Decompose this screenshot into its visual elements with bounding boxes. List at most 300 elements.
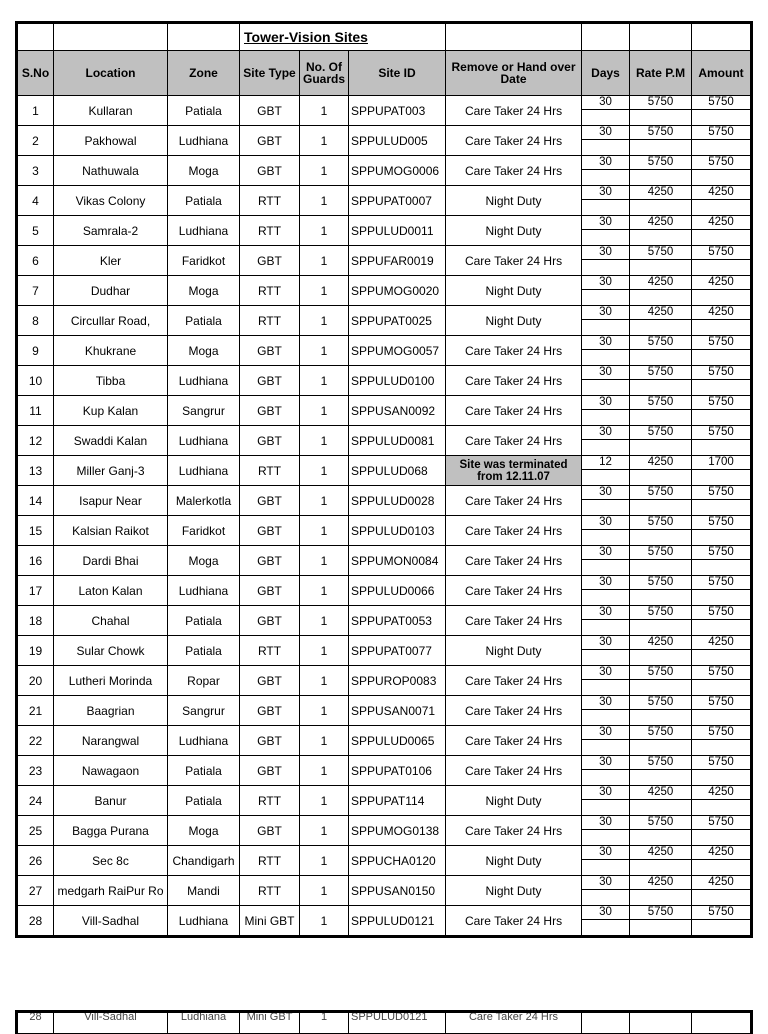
cell-rate-value: 5750 bbox=[630, 696, 691, 710]
cell-days-value: 30 bbox=[582, 426, 629, 440]
cell-guards: 1 bbox=[300, 666, 349, 696]
cell-days-value: 30 bbox=[582, 726, 629, 740]
cell-days bbox=[582, 186, 630, 216]
cell-location: Isapur Near bbox=[54, 486, 168, 516]
cell-rate-value: 4250 bbox=[630, 636, 691, 650]
table-row bbox=[17, 246, 752, 276]
cell-site-type: GBT bbox=[240, 126, 300, 156]
cell-amount-value: 4250 bbox=[692, 786, 750, 800]
cell-sno: 25 bbox=[17, 816, 54, 846]
col-header-site-id: Site ID bbox=[349, 51, 446, 96]
cell-amount-value: 5750 bbox=[692, 666, 750, 680]
cell-days-value: 30 bbox=[582, 276, 629, 290]
cell-rate-value: 5750 bbox=[630, 816, 691, 830]
cell-amount-value: 5750 bbox=[692, 396, 750, 410]
cell-amount bbox=[692, 216, 752, 246]
cell-site-id: SPPULUD0028 bbox=[349, 486, 446, 516]
cell-rate-value: 4250 bbox=[630, 216, 691, 230]
col-header-zone: Zone bbox=[168, 51, 240, 96]
cell-amount-value: 5750 bbox=[692, 246, 750, 260]
cell-sno: 3 bbox=[17, 156, 54, 186]
cell-amount bbox=[692, 186, 752, 216]
cell-sno: 21 bbox=[17, 696, 54, 726]
cell-days-value: 30 bbox=[582, 306, 629, 320]
cell-site-type: RTT bbox=[240, 786, 300, 816]
cell-rate-value: 4250 bbox=[630, 186, 691, 200]
cell-site-id: SPPUFAR0019 bbox=[349, 246, 446, 276]
cell-date: Night Duty bbox=[446, 276, 582, 306]
cell-rate bbox=[630, 336, 692, 366]
cell-days bbox=[582, 726, 630, 756]
cell-days-value: 12 bbox=[582, 456, 629, 470]
cell-site-type: GBT bbox=[240, 486, 300, 516]
cell-zone: Moga bbox=[168, 156, 240, 186]
cell-site-type: RTT bbox=[240, 276, 300, 306]
cell-amount bbox=[692, 396, 752, 426]
cell-location: Miller Ganj-3 bbox=[54, 456, 168, 486]
cell-rate-value: 5750 bbox=[630, 336, 691, 350]
table-row bbox=[17, 816, 752, 846]
title-row bbox=[17, 23, 752, 51]
cell-guards: 1 bbox=[300, 366, 349, 396]
cell-rate bbox=[630, 516, 692, 546]
table-row bbox=[17, 216, 752, 246]
cell-location: Nawagaon bbox=[54, 756, 168, 786]
cell-days bbox=[582, 426, 630, 456]
cell-site-type: GBT bbox=[240, 96, 300, 126]
cell-zone: Ludhiana bbox=[168, 426, 240, 456]
cell-amount-value: 5750 bbox=[692, 336, 750, 350]
cell-date: Care Taker 24 Hrs bbox=[446, 126, 582, 156]
cell-days bbox=[582, 846, 630, 876]
cell-site-type: GBT bbox=[240, 246, 300, 276]
cell-sno: 12 bbox=[17, 426, 54, 456]
cell-rate bbox=[630, 606, 692, 636]
cell-days-value: 30 bbox=[582, 246, 629, 260]
cell-sno: 1 bbox=[17, 96, 54, 126]
cell-days bbox=[582, 336, 630, 366]
cell-rate-value: 5750 bbox=[630, 486, 691, 500]
cell-sno: 7 bbox=[17, 276, 54, 306]
cell-site-id: SPPUCHA0120 bbox=[349, 846, 446, 876]
table-row bbox=[17, 486, 752, 516]
cell-days-value: 30 bbox=[582, 396, 629, 410]
table-body bbox=[17, 96, 752, 937]
cell-amount bbox=[692, 666, 752, 696]
cell-amount bbox=[692, 246, 752, 276]
cell-site-type: RTT bbox=[240, 186, 300, 216]
col-header-sno: S.No bbox=[17, 51, 54, 96]
table-row bbox=[17, 186, 752, 216]
cell-date: Night Duty bbox=[446, 186, 582, 216]
cell-amount bbox=[692, 366, 752, 396]
cell-zone: Moga bbox=[168, 816, 240, 846]
col-header-days: Days bbox=[582, 51, 630, 96]
cell-amount-value: 5750 bbox=[692, 516, 750, 530]
cell-site-id: SPPUPAT0106 bbox=[349, 756, 446, 786]
cell-rate-value: 5750 bbox=[630, 156, 691, 170]
cell-amount bbox=[692, 546, 752, 576]
cell-guards: 1 bbox=[300, 336, 349, 366]
cell-site-id: SPPUMOG0020 bbox=[349, 276, 446, 306]
cell-guards: 1 bbox=[300, 216, 349, 246]
cell-date: Care Taker 24 Hrs bbox=[446, 486, 582, 516]
cell-location: Circullar Road, bbox=[54, 306, 168, 336]
cell-location: Baagrian bbox=[54, 696, 168, 726]
cell-amount-value: 5750 bbox=[692, 156, 750, 170]
cell-date: Care Taker 24 Hrs bbox=[446, 696, 582, 726]
cell-rate-value: 5750 bbox=[630, 906, 691, 920]
cell-site-type: GBT bbox=[240, 756, 300, 786]
table-row bbox=[17, 456, 752, 486]
cell-location: Samrala-2 bbox=[54, 216, 168, 246]
cell-rate-value: 5750 bbox=[630, 756, 691, 770]
cell-sno: 16 bbox=[17, 546, 54, 576]
cell-guards: 1 bbox=[300, 396, 349, 426]
cell-date: Care Taker 24 Hrs bbox=[446, 816, 582, 846]
cell-site-id: SPPUROP0083 bbox=[349, 666, 446, 696]
cell-guards: 1 bbox=[300, 246, 349, 276]
cell-location: Narangwal bbox=[54, 726, 168, 756]
cell-rate bbox=[630, 756, 692, 786]
cell-days-value: 30 bbox=[582, 696, 629, 710]
cell-guards: 1 bbox=[300, 576, 349, 606]
cell-amount bbox=[692, 756, 752, 786]
cell-site-type: GBT bbox=[240, 546, 300, 576]
cell-guards: 1 bbox=[300, 846, 349, 876]
cell-days-value: 30 bbox=[582, 336, 629, 350]
cell-sno: 28 bbox=[17, 906, 54, 937]
cell-date: Care Taker 24 Hrs bbox=[446, 156, 582, 186]
table-row bbox=[17, 906, 752, 937]
cell-site-id: SPPULUD0103 bbox=[349, 516, 446, 546]
cell-zone: Patiala bbox=[168, 756, 240, 786]
cell-rate bbox=[630, 96, 692, 126]
cell-rate bbox=[630, 216, 692, 246]
cell-date: Care Taker 24 Hrs bbox=[446, 726, 582, 756]
cell-days-value: 30 bbox=[582, 906, 629, 920]
cell-rate-value: 5750 bbox=[630, 126, 691, 140]
cell-zone: Sangrur bbox=[168, 396, 240, 426]
cell-rate bbox=[630, 726, 692, 756]
cell-date: Care Taker 24 Hrs bbox=[446, 546, 582, 576]
cell-rate-value: 4250 bbox=[630, 276, 691, 290]
table-row bbox=[17, 306, 752, 336]
cell-site-id: SPPUPAT0077 bbox=[349, 636, 446, 666]
cell-sno: 22 bbox=[17, 726, 54, 756]
cell-days bbox=[582, 786, 630, 816]
cell-rate-value: 5750 bbox=[630, 666, 691, 680]
cell-amount bbox=[692, 636, 752, 666]
cell-amount-value: 5750 bbox=[692, 486, 750, 500]
cell-days bbox=[582, 576, 630, 606]
cell-sno: 2 bbox=[17, 126, 54, 156]
cell-site-id: SPPULUD0121 bbox=[349, 906, 446, 937]
cell-days bbox=[582, 246, 630, 276]
cell-amount bbox=[692, 126, 752, 156]
cell-site-type: RTT bbox=[240, 876, 300, 906]
cell-days bbox=[582, 96, 630, 126]
cell-guards: 1 bbox=[300, 456, 349, 486]
cell-date: Care Taker 24 Hrs bbox=[446, 666, 582, 696]
cell-date: Night Duty bbox=[446, 786, 582, 816]
cell-location: Dardi Bhai bbox=[54, 546, 168, 576]
cell-days-value: 30 bbox=[582, 576, 629, 590]
cell-days-value: 30 bbox=[582, 486, 629, 500]
cell-amount-value: 5750 bbox=[692, 816, 750, 830]
cell-rate bbox=[630, 126, 692, 156]
cell-location: medgarh RaiPur Ro bbox=[54, 876, 168, 906]
cell-location: Laton Kalan bbox=[54, 576, 168, 606]
cell-rate bbox=[630, 666, 692, 696]
cell-site-id: SPPUMOG0057 bbox=[349, 336, 446, 366]
cell-rate bbox=[630, 636, 692, 666]
cell-days-value: 30 bbox=[582, 516, 629, 530]
cell-location: Kup Kalan bbox=[54, 396, 168, 426]
cell-amount-value: 5750 bbox=[692, 696, 750, 710]
sheet-title: Tower-Vision Sites bbox=[240, 23, 446, 51]
table-row bbox=[17, 786, 752, 816]
cell-days-value: 30 bbox=[582, 816, 629, 830]
cell-site-type: GBT bbox=[240, 576, 300, 606]
table-row: 28 Vill-Sadhal Ludhiana Mini GBT 1 SPPULUD0121 Care Taker 24 Hrs bbox=[17, 1012, 752, 1034]
cell-location: Sular Chowk bbox=[54, 636, 168, 666]
cell-amount-value: 4250 bbox=[692, 876, 750, 890]
cell-sno: 17 bbox=[17, 576, 54, 606]
cell-sno: 9 bbox=[17, 336, 54, 366]
cell-date: Care Taker 24 Hrs bbox=[446, 606, 582, 636]
table-row bbox=[17, 696, 752, 726]
cell-days bbox=[582, 156, 630, 186]
table-row bbox=[17, 636, 752, 666]
cell-site-id: SPPUMON0084 bbox=[349, 546, 446, 576]
cell-site-id: SPPUPAT0007 bbox=[349, 186, 446, 216]
cell-site-id: SPPUPAT114 bbox=[349, 786, 446, 816]
cell-rate-value: 4250 bbox=[630, 786, 691, 800]
cell-guards: 1 bbox=[300, 906, 349, 937]
cell-zone: Ludhiana bbox=[168, 576, 240, 606]
cell-rate bbox=[630, 696, 692, 726]
cell-days-value: 30 bbox=[582, 216, 629, 230]
cell-date: Night Duty bbox=[446, 876, 582, 906]
cell-rate bbox=[630, 426, 692, 456]
cell-days bbox=[582, 516, 630, 546]
cell-site-id: SPPULUD0066 bbox=[349, 576, 446, 606]
cell-days-value: 30 bbox=[582, 846, 629, 860]
cell-days bbox=[582, 696, 630, 726]
table-row bbox=[17, 546, 752, 576]
cell-days-value: 30 bbox=[582, 546, 629, 560]
table-row bbox=[17, 606, 752, 636]
cell-sno: 6 bbox=[17, 246, 54, 276]
cell-zone: Ludhiana bbox=[168, 726, 240, 756]
cell-site-type: GBT bbox=[240, 606, 300, 636]
cell-date: Care Taker 24 Hrs bbox=[446, 246, 582, 276]
table-row bbox=[17, 156, 752, 186]
cell-site-type: GBT bbox=[240, 516, 300, 546]
cell-site-type: GBT bbox=[240, 726, 300, 756]
cell-rate-value: 5750 bbox=[630, 396, 691, 410]
cell-days bbox=[582, 816, 630, 846]
cell-rate-value: 5750 bbox=[630, 576, 691, 590]
cell-zone: Patiala bbox=[168, 96, 240, 126]
cell-rate-value: 4250 bbox=[630, 876, 691, 890]
cell-site-type: GBT bbox=[240, 696, 300, 726]
table-row bbox=[17, 96, 752, 126]
cell-site-type: RTT bbox=[240, 216, 300, 246]
cell-amount-value: 1700 bbox=[692, 456, 750, 470]
cell-date: Night Duty bbox=[446, 846, 582, 876]
cell-site-id: SPPULUD068 bbox=[349, 456, 446, 486]
cell-amount bbox=[692, 606, 752, 636]
cell-days-value: 30 bbox=[582, 786, 629, 800]
cell-sno: 26 bbox=[17, 846, 54, 876]
cell-sno: 27 bbox=[17, 876, 54, 906]
cell-site-type: GBT bbox=[240, 156, 300, 186]
cell-date: Care Taker 24 Hrs bbox=[446, 516, 582, 546]
cell-amount bbox=[692, 516, 752, 546]
cell-days bbox=[582, 366, 630, 396]
cell-amount bbox=[692, 336, 752, 366]
cell-amount bbox=[692, 486, 752, 516]
cell-location: Khukrane bbox=[54, 336, 168, 366]
cell-days bbox=[582, 276, 630, 306]
cell-rate bbox=[630, 366, 692, 396]
cell-sno: 19 bbox=[17, 636, 54, 666]
cell-amount-value: 5750 bbox=[692, 606, 750, 620]
cell-guards: 1 bbox=[300, 426, 349, 456]
cell-site-id: SPPUPAT0053 bbox=[349, 606, 446, 636]
cell-date: Night Duty bbox=[446, 216, 582, 246]
cell-zone: Moga bbox=[168, 546, 240, 576]
col-header-amount: Amount bbox=[692, 51, 752, 96]
cell-rate bbox=[630, 546, 692, 576]
col-header-date: Remove or Hand over Date bbox=[446, 51, 582, 96]
cell-rate bbox=[630, 576, 692, 606]
cell-days bbox=[582, 456, 630, 486]
cell-amount bbox=[692, 786, 752, 816]
table-row bbox=[17, 756, 752, 786]
cell-sno: 18 bbox=[17, 606, 54, 636]
cell-zone: Patiala bbox=[168, 306, 240, 336]
cell-amount bbox=[692, 456, 752, 486]
cell-amount-value: 4250 bbox=[692, 186, 750, 200]
cell-guards: 1 bbox=[300, 606, 349, 636]
cell-site-id: SPPULUD0011 bbox=[349, 216, 446, 246]
cell-amount bbox=[692, 846, 752, 876]
cell-rate bbox=[630, 246, 692, 276]
cell-sno: 5 bbox=[17, 216, 54, 246]
cell-amount-value: 4250 bbox=[692, 846, 750, 860]
cell-guards: 1 bbox=[300, 306, 349, 336]
page-break bbox=[0, 948, 768, 1010]
cell-amount-value: 5750 bbox=[692, 906, 750, 920]
cell-site-id: SPPULUD0100 bbox=[349, 366, 446, 396]
cell-guards: 1 bbox=[300, 726, 349, 756]
cell-sno: 10 bbox=[17, 366, 54, 396]
cell-zone: Patiala bbox=[168, 786, 240, 816]
cell-date: Care Taker 24 Hrs bbox=[446, 576, 582, 606]
cell-location: Vikas Colony bbox=[54, 186, 168, 216]
cell-rate bbox=[630, 306, 692, 336]
cell-days-value: 30 bbox=[582, 96, 629, 110]
cell-days-value: 30 bbox=[582, 126, 629, 140]
cell-days bbox=[582, 306, 630, 336]
table-row bbox=[17, 276, 752, 306]
cell-amount-value: 4250 bbox=[692, 276, 750, 290]
table-row bbox=[17, 576, 752, 606]
cell-guards: 1 bbox=[300, 636, 349, 666]
cell-amount bbox=[692, 576, 752, 606]
cell-amount-value: 5750 bbox=[692, 426, 750, 440]
cell-date: Care Taker 24 Hrs bbox=[446, 96, 582, 126]
cell-days bbox=[582, 606, 630, 636]
cell-date: Site was terminated from 12.11.07 bbox=[446, 456, 582, 486]
cell-location: Kler bbox=[54, 246, 168, 276]
cell-amount-value: 4250 bbox=[692, 216, 750, 230]
cell-date: Night Duty bbox=[446, 636, 582, 666]
cell-days bbox=[582, 756, 630, 786]
cell-zone: Ropar bbox=[168, 666, 240, 696]
cell-location: Nathuwala bbox=[54, 156, 168, 186]
table-row bbox=[17, 666, 752, 696]
cell-site-id: SPPUPAT0025 bbox=[349, 306, 446, 336]
cell-amount bbox=[692, 816, 752, 846]
cell-amount-value: 5750 bbox=[692, 756, 750, 770]
cell-rate bbox=[630, 486, 692, 516]
cell-date: Care Taker 24 Hrs bbox=[446, 426, 582, 456]
cell-guards: 1 bbox=[300, 126, 349, 156]
cell-location: Kalsian Raikot bbox=[54, 516, 168, 546]
cell-date: Care Taker 24 Hrs bbox=[446, 336, 582, 366]
cell-zone: Faridkot bbox=[168, 246, 240, 276]
cell-amount bbox=[692, 156, 752, 186]
cell-sno: 8 bbox=[17, 306, 54, 336]
cell-guards: 1 bbox=[300, 96, 349, 126]
cell-site-id: SPPUSAN0092 bbox=[349, 396, 446, 426]
cell-amount bbox=[692, 876, 752, 906]
cell-days bbox=[582, 636, 630, 666]
cell-days-value: 30 bbox=[582, 636, 629, 650]
cell-location: Dudhar bbox=[54, 276, 168, 306]
cell-guards: 1 bbox=[300, 876, 349, 906]
cell-amount-value: 5750 bbox=[692, 366, 750, 380]
cell-zone: Patiala bbox=[168, 606, 240, 636]
cell-site-type: GBT bbox=[240, 396, 300, 426]
cell-amount-value: 5750 bbox=[692, 96, 750, 110]
cell-sno: 23 bbox=[17, 756, 54, 786]
continued-table-fragment bbox=[15, 1010, 753, 1034]
cell-date: Night Duty bbox=[446, 306, 582, 336]
cell-amount bbox=[692, 96, 752, 126]
table-row bbox=[17, 726, 752, 756]
cell-days bbox=[582, 666, 630, 696]
cell-location: Sec 8c bbox=[54, 846, 168, 876]
col-header-guards: No. Of Guards bbox=[300, 51, 349, 96]
cell-zone: Moga bbox=[168, 336, 240, 366]
cell-amount-value: 5750 bbox=[692, 726, 750, 740]
cell-amount-value: 5750 bbox=[692, 126, 750, 140]
cell-location: Tibba bbox=[54, 366, 168, 396]
cell-amount-value: 5750 bbox=[692, 576, 750, 590]
cell-sno: 24 bbox=[17, 786, 54, 816]
cell-date: Care Taker 24 Hrs bbox=[446, 906, 582, 937]
cell-site-type: GBT bbox=[240, 336, 300, 366]
cell-rate-value: 5750 bbox=[630, 366, 691, 380]
col-header-site-type: Site Type bbox=[240, 51, 300, 96]
cell-days-value: 30 bbox=[582, 666, 629, 680]
cell-site-type: RTT bbox=[240, 636, 300, 666]
